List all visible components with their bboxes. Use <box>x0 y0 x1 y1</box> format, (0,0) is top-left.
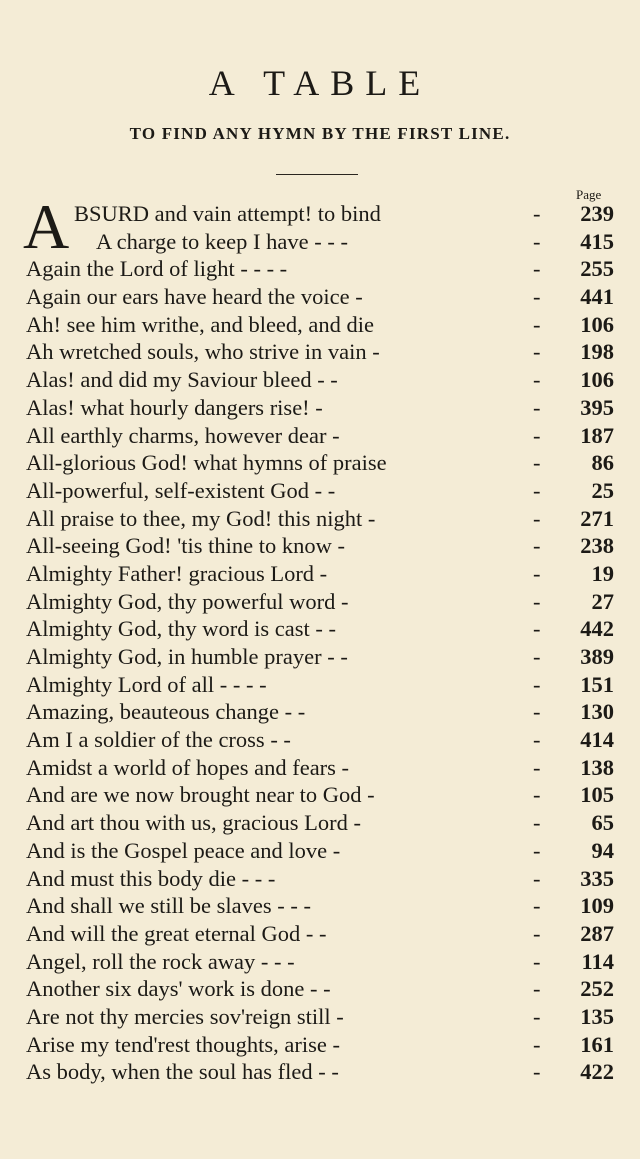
index-entry <box>0 975 640 1003</box>
page-number: 335 <box>580 865 614 891</box>
drop-cap: A <box>23 200 70 252</box>
leader-dash: - <box>533 311 541 337</box>
page-number: 415 <box>580 228 614 254</box>
page-number: 25 <box>591 477 614 503</box>
page-number: 86 <box>591 450 614 476</box>
first-line-text: Almighty Father! gracious Lord - <box>26 560 328 586</box>
index-entry <box>0 1058 640 1086</box>
first-line-text: All-powerful, self-existent God - - <box>26 477 336 503</box>
index-entry <box>0 1003 640 1031</box>
first-line-text: All praise to thee, my God! this night - <box>26 505 376 531</box>
leader-dash: - <box>533 228 541 254</box>
first-line-text: All-seeing God! 'tis thine to know - <box>26 533 346 559</box>
leader-dash: - <box>533 754 541 780</box>
leader-dash: - <box>533 948 541 974</box>
index-entry <box>0 726 640 754</box>
first-line-text: Ah! see him writhe, and bleed, and die <box>26 311 375 337</box>
leader-dash: - <box>533 422 541 448</box>
leader-dash: - <box>533 367 541 393</box>
first-line-text: All-glorious God! what hymns of praise <box>26 450 387 476</box>
page-number: 187 <box>580 422 614 448</box>
index-entry <box>0 643 640 671</box>
first-line-text: Almighty God, thy word is cast - - <box>26 616 336 642</box>
index-entry <box>0 865 640 893</box>
leader-dash: - <box>533 782 541 808</box>
index-entry <box>0 228 640 256</box>
first-line-text: Alas! what hourly dangers rise! - <box>26 394 323 420</box>
first-line-text: Amidst a world of hopes and fears - <box>26 754 350 780</box>
index-entry <box>0 588 640 616</box>
title-divider <box>276 174 358 175</box>
page-number: 239 <box>580 201 614 226</box>
page-number: 109 <box>580 893 614 919</box>
first-line-text: Again the Lord of light - - - - <box>26 256 288 282</box>
page-number: 27 <box>591 588 614 614</box>
first-line-text: Amazing, beauteous change - - <box>26 699 306 725</box>
page-number: 271 <box>580 505 614 531</box>
index-entry <box>0 809 640 837</box>
index-entry <box>0 560 640 588</box>
first-line-text: Arise my tend'rest thoughts, arise - <box>26 1031 340 1057</box>
index-entry <box>0 255 640 283</box>
leader-dash: - <box>533 1003 541 1029</box>
first-line-text: Another six days' work is done - - <box>26 976 331 1002</box>
page-number: 161 <box>580 1031 614 1057</box>
first-line-text: Alas! and did my Saviour bleed - - <box>26 367 338 393</box>
leader-dash: - <box>533 727 541 753</box>
leader-dash: - <box>533 560 541 586</box>
index-entry <box>0 698 640 726</box>
index-entry <box>0 366 640 394</box>
first-line-text: And art thou with us, gracious Lord - <box>26 810 361 836</box>
first-line-text: Almighty Lord of all - - - - <box>26 671 267 697</box>
index-entry <box>0 449 640 477</box>
leader-dash: - <box>533 256 541 282</box>
page-number: 414 <box>580 727 614 753</box>
page-number: 287 <box>580 920 614 946</box>
page-number: 114 <box>581 948 614 974</box>
page-column-header: Page <box>576 187 602 202</box>
leader-dash: - <box>533 837 541 863</box>
leader-dash: - <box>533 810 541 836</box>
leader-dash: - <box>533 865 541 891</box>
page-number: 151 <box>580 671 614 697</box>
page-number: 441 <box>580 284 614 310</box>
page-number: 106 <box>580 367 614 393</box>
index-entry <box>0 532 640 560</box>
page-number: 198 <box>580 339 614 365</box>
first-line-text: Almighty God, thy powerful word - <box>26 588 349 614</box>
page-number: 255 <box>580 256 614 282</box>
index-entry <box>0 477 640 505</box>
page-number: 252 <box>580 976 614 1002</box>
leader-dash: - <box>533 699 541 725</box>
first-line-text: Angel, roll the rock away - - - <box>26 948 295 974</box>
first-line-text: A charge to keep I have - - - <box>96 228 348 254</box>
leader-dash: - <box>533 533 541 559</box>
first-line-text: Ah wretched souls, who strive in vain - <box>26 339 380 365</box>
page-number: 19 <box>591 560 614 586</box>
leader-dash: - <box>533 616 541 642</box>
page-number: 130 <box>580 699 614 725</box>
page-number: 395 <box>580 394 614 420</box>
leader-dash: - <box>533 1031 541 1057</box>
page-number: 389 <box>580 644 614 669</box>
leader-dash: - <box>533 1059 541 1085</box>
leader-dash: - <box>533 477 541 503</box>
leader-dash: - <box>533 201 541 226</box>
index-entry <box>0 394 640 422</box>
index-entry <box>0 200 640 228</box>
index-entry <box>0 311 640 339</box>
index-entry <box>0 283 640 311</box>
page-number: 106 <box>580 311 614 337</box>
index-entry <box>0 505 640 533</box>
first-line-text: Again our ears have heard the voice - <box>26 284 363 310</box>
page-title: A TABLE <box>208 63 432 103</box>
index-entry <box>0 338 640 366</box>
first-line-text: And will the great eternal God - - <box>26 920 327 946</box>
first-line-text: Am I a soldier of the cross - - <box>26 727 291 753</box>
page-number: 135 <box>580 1003 614 1029</box>
first-line-text: Almighty God, in humble prayer - - <box>26 644 348 669</box>
page-number: 238 <box>580 533 614 559</box>
first-line-text: Are not thy mercies sov'reign still - <box>26 1003 344 1029</box>
leader-dash: - <box>533 588 541 614</box>
leader-dash: - <box>533 394 541 420</box>
index-entry <box>0 920 640 948</box>
leader-dash: - <box>533 893 541 919</box>
leader-dash: - <box>533 339 541 365</box>
index-entry <box>0 837 640 865</box>
page-number: 105 <box>580 782 614 808</box>
leader-dash: - <box>533 976 541 1002</box>
first-line-text: And are we now brought near to God - <box>26 782 375 808</box>
page-number: 442 <box>580 616 614 642</box>
first-line-text: And shall we still be slaves - - - <box>26 893 311 919</box>
first-line-text: As body, when the soul has fled - - <box>26 1059 339 1085</box>
hymn-index-list <box>0 200 640 1086</box>
index-entry <box>0 422 640 450</box>
index-entry <box>0 948 640 976</box>
first-line-text: BSURD and vain attempt! to bind <box>74 201 381 226</box>
leader-dash: - <box>533 671 541 697</box>
index-entry <box>0 615 640 643</box>
page-subtitle: TO FIND ANY HYMN BY THE FIRST LINE. <box>129 124 511 143</box>
first-line-text: All earthly charms, however dear - <box>26 422 340 448</box>
first-line-text: And is the Gospel peace and love - <box>26 837 341 863</box>
first-line-text: And must this body die - - - <box>26 865 276 891</box>
index-entry <box>0 1031 640 1059</box>
index-entry <box>0 671 640 699</box>
leader-dash: - <box>533 284 541 310</box>
leader-dash: - <box>533 450 541 476</box>
index-entry <box>0 754 640 782</box>
leader-dash: - <box>533 644 541 669</box>
page-number: 422 <box>580 1059 614 1085</box>
index-entry <box>0 781 640 809</box>
leader-dash: - <box>533 920 541 946</box>
page-number: 65 <box>591 810 614 836</box>
leader-dash: - <box>533 505 541 531</box>
page-number: 94 <box>591 837 614 863</box>
page-number: 138 <box>580 754 614 780</box>
index-entry <box>0 892 640 920</box>
